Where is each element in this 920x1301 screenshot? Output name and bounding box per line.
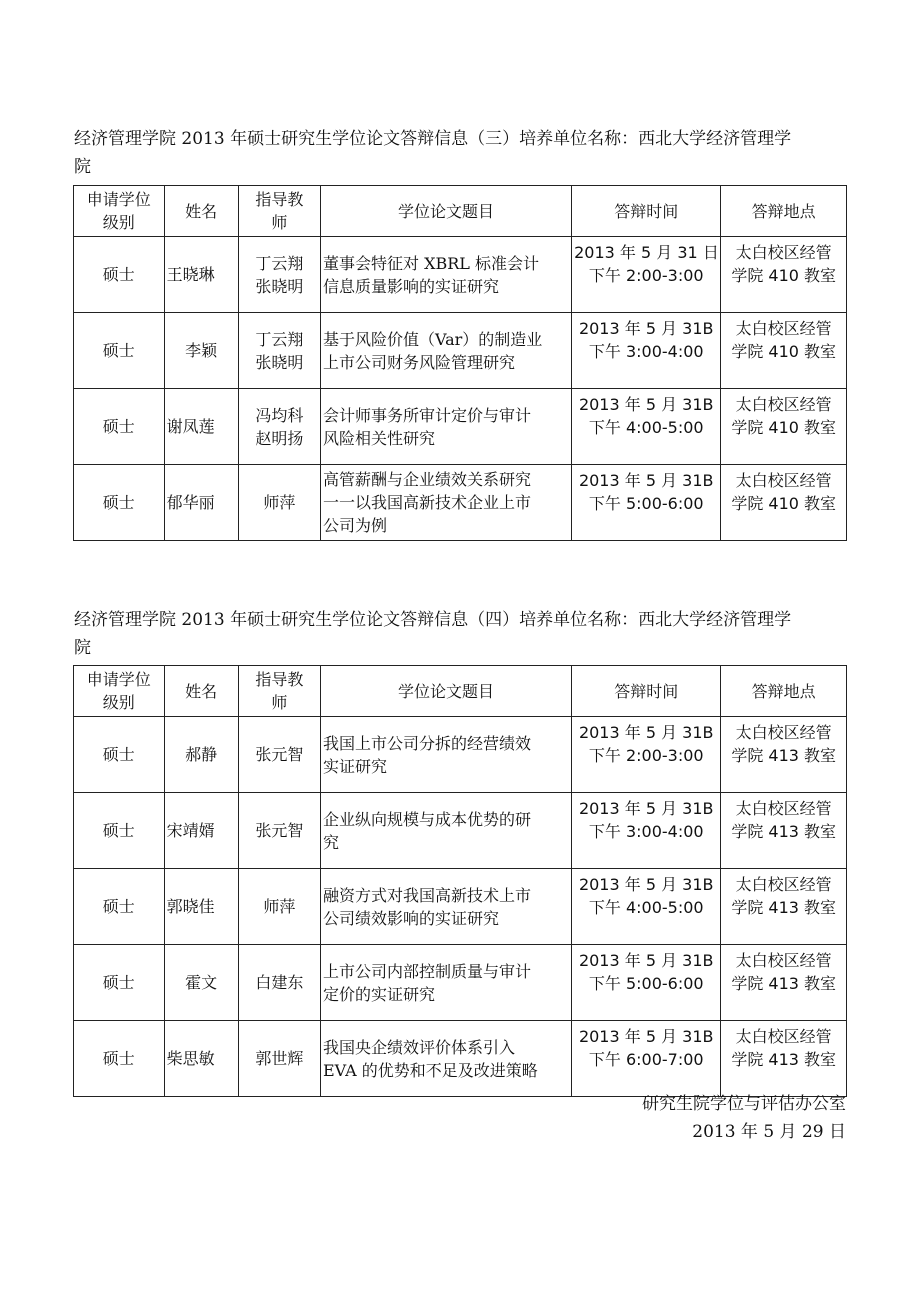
table-row: [74, 717, 847, 793]
cell-line: 2013 年 5 月 31B: [578, 319, 714, 338]
cell-defense-place: [721, 389, 847, 465]
defense-table-4: [73, 665, 847, 1097]
defense-table-3: [73, 185, 847, 541]
table-row: [74, 945, 847, 1021]
cell-defense-time: [572, 869, 721, 945]
cell-degree-level: 硕士: [74, 313, 165, 389]
cell-defense-time: [572, 313, 721, 389]
cell-defense-time: [572, 945, 721, 1021]
cell-line: 下午 4:00-5:00: [588, 418, 704, 437]
table-row: [74, 313, 847, 389]
cell-line: 太白校区经管: [735, 875, 832, 894]
cell-line: 下午 6:00-7:00: [588, 1050, 704, 1069]
header-time: 答辩时间: [572, 666, 721, 717]
cell-line: 下午 3:00-4:00: [588, 342, 704, 361]
cell-student-name: 霍文: [164, 945, 238, 1021]
cell-line: 企业纵向规模与成本优势的研: [322, 809, 531, 829]
table-row: [74, 465, 847, 541]
cell-line: 师萍: [263, 493, 296, 512]
cell-line: 张元智: [255, 821, 304, 840]
cell-line: 2013 年 5 月 31 日: [574, 243, 719, 262]
cell-defense-place: [721, 717, 847, 793]
cell-line: 2013 年 5 月 31B: [578, 799, 714, 818]
cell-thesis-topic: [320, 389, 571, 465]
cell-line: 融资方式对我国高新技术上市: [322, 885, 531, 905]
cell-line: 上市公司财务风险管理研究: [322, 352, 515, 372]
cell-defense-place: [721, 237, 847, 313]
cell-line: 下午 4:00-5:00: [588, 898, 704, 917]
cell-line: 下午 3:00-4:00: [588, 822, 704, 841]
cell-line: 太白校区经管: [735, 723, 832, 742]
cell-defense-time: [572, 1021, 721, 1097]
cell-line: 太白校区经管: [735, 395, 832, 414]
cell-thesis-topic: [320, 717, 571, 793]
cell-line: 高管薪酬与企业绩效关系研究: [322, 470, 531, 489]
section-title-line: 经济管理学院 2013 年硕士研究生学位论文答辩信息（四）培养单位名称：西北大学经济管理学: [74, 610, 792, 630]
cell-student-name: 柴思敏: [164, 1021, 238, 1097]
cell-line: 会计师事务所审计定价与审计: [322, 405, 531, 425]
cell-defense-time: [572, 717, 721, 793]
cell-student-name: 王晓琳: [164, 237, 238, 313]
cell-defense-place: [721, 869, 847, 945]
cell-thesis-topic: [320, 1021, 571, 1097]
section-title-4: [74, 606, 849, 662]
cell-line: 风险相关性研究: [322, 428, 435, 448]
cell-line: 基于风险价值（Var）的制造业: [322, 329, 543, 349]
cell-degree-level: 硕士: [74, 237, 165, 313]
cell-advisor: [238, 869, 320, 945]
cell-advisor: [238, 465, 320, 541]
cell-line: 2013 年 5 月 31B: [578, 471, 714, 490]
cell-degree-level: 硕士: [74, 1021, 165, 1097]
cell-line: 定价的实证研究: [322, 984, 435, 1004]
cell-line: 公司为例: [322, 516, 387, 535]
cell-line: 2013 年 5 月 31B: [578, 875, 714, 894]
section-title-3: [74, 125, 849, 181]
section-title-line: 经济管理学院 2013 年硕士研究生学位论文答辩信息（三）培养单位名称：西北大学经济管理学: [74, 129, 792, 149]
cell-line: 2013 年 5 月 31B: [578, 1027, 714, 1046]
cell-student-name: 谢凤莲: [164, 389, 238, 465]
cell-student-name: 宋靖婿: [164, 793, 238, 869]
cell-line: 学院 410 教室: [731, 494, 837, 513]
cell-line: 我国央企绩效评价体系引入: [322, 1037, 515, 1057]
cell-line: 丁云翔: [255, 329, 304, 349]
cell-defense-time: [572, 793, 721, 869]
cell-line: 2013 年 5 月 31B: [578, 723, 714, 742]
header-place: 答辩地点: [721, 186, 847, 237]
cell-degree-level: 硕士: [74, 465, 165, 541]
header-degree-level: 申请学位 级别: [74, 186, 165, 237]
cell-line: 下午 5:00-6:00: [588, 494, 704, 513]
cell-line: 太白校区经管: [735, 319, 832, 338]
cell-advisor: [238, 945, 320, 1021]
cell-line: 张元智: [255, 745, 304, 764]
cell-line: 下午 2:00-3:00: [588, 266, 704, 285]
cell-advisor: [238, 793, 320, 869]
header-topic: 学位论文题目: [320, 186, 571, 237]
header-place: 答辩地点: [721, 666, 847, 717]
cell-line: 冯均科: [255, 405, 304, 425]
cell-advisor: [238, 389, 320, 465]
cell-line: 信息质量影响的实证研究: [322, 276, 499, 296]
cell-line: 一一以我国高新技术企业上市: [322, 493, 531, 512]
cell-line: 太白校区经管: [735, 951, 832, 970]
cell-degree-level: 硕士: [74, 389, 165, 465]
cell-line: 学院 410 教室: [731, 418, 837, 437]
cell-line: 公司绩效影响的实证研究: [322, 908, 499, 928]
cell-line: 下午 2:00-3:00: [588, 746, 704, 765]
cell-advisor: [238, 717, 320, 793]
table-body: [74, 237, 847, 541]
table-row: [74, 793, 847, 869]
header-advisor: 指导教 师: [238, 186, 320, 237]
cell-student-name: 李颖: [164, 313, 238, 389]
cell-defense-place: [721, 465, 847, 541]
cell-defense-time: [572, 237, 721, 313]
table-header-row: [74, 186, 847, 237]
cell-line: 上市公司内部控制质量与审计: [322, 961, 531, 981]
cell-line: 师萍: [263, 897, 296, 916]
cell-line: 太白校区经管: [735, 1027, 832, 1046]
cell-advisor: [238, 1021, 320, 1097]
table-row: [74, 237, 847, 313]
cell-line: 学院 410 教室: [731, 342, 837, 361]
header-degree-level: 申请学位 级别: [74, 666, 165, 717]
cell-advisor: [238, 237, 320, 313]
table-body: [74, 717, 847, 1097]
header-topic: 学位论文题目: [320, 666, 571, 717]
cell-defense-place: [721, 1021, 847, 1097]
cell-defense-place: [721, 793, 847, 869]
section-title-line: 院: [74, 638, 91, 658]
cell-line: 丁云翔: [255, 253, 304, 273]
footer-date: 2013 年 5 月 29 日: [692, 1122, 846, 1142]
cell-student-name: 郝静: [164, 717, 238, 793]
cell-line: 我国上市公司分拆的经营绩效: [322, 733, 531, 753]
cell-thesis-topic: [320, 237, 571, 313]
cell-line: 学院 413 教室: [731, 1050, 837, 1069]
cell-line: 太白校区经管: [735, 243, 832, 262]
cell-line: 学院 413 教室: [731, 974, 837, 993]
cell-advisor: [238, 313, 320, 389]
cell-line: 2013 年 5 月 31B: [578, 395, 714, 414]
cell-line: 学院 413 教室: [731, 746, 837, 765]
cell-line: 太白校区经管: [735, 799, 832, 818]
cell-thesis-topic: [320, 869, 571, 945]
cell-degree-level: 硕士: [74, 717, 165, 793]
header-name: 姓名: [164, 186, 238, 237]
cell-line: 学院 413 教室: [731, 898, 837, 917]
footer-office: 研究生院学位与评估办公室: [642, 1094, 846, 1114]
cell-thesis-topic: [320, 793, 571, 869]
cell-line: 究: [322, 832, 339, 852]
cell-thesis-topic: [320, 465, 571, 541]
table-header-row: [74, 666, 847, 717]
cell-line: 张晓明: [255, 276, 304, 296]
cell-thesis-topic: [320, 945, 571, 1021]
cell-defense-time: [572, 389, 721, 465]
table-row: [74, 389, 847, 465]
cell-thesis-topic: [320, 313, 571, 389]
cell-defense-time: [572, 465, 721, 541]
cell-defense-place: [721, 945, 847, 1021]
table-row: [74, 1021, 847, 1097]
cell-line: EVA 的优势和不足及改进策略: [322, 1060, 538, 1080]
cell-student-name: 郁华丽: [164, 465, 238, 541]
cell-line: 学院 410 教室: [731, 266, 837, 285]
cell-line: 下午 5:00-6:00: [588, 974, 704, 993]
header-advisor: 指导教 师: [238, 666, 320, 717]
cell-defense-place: [721, 313, 847, 389]
cell-line: 白建东: [255, 973, 304, 992]
cell-degree-level: 硕士: [74, 793, 165, 869]
cell-line: 郭世辉: [255, 1049, 304, 1068]
cell-line: 赵明扬: [255, 428, 304, 448]
header-name: 姓名: [164, 666, 238, 717]
cell-degree-level: 硕士: [74, 945, 165, 1021]
section-title-line: 院: [74, 157, 91, 177]
header-time: 答辩时间: [572, 186, 721, 237]
cell-line: 太白校区经管: [735, 471, 832, 490]
cell-student-name: 郭晓佳: [164, 869, 238, 945]
cell-degree-level: 硕士: [74, 869, 165, 945]
cell-line: 2013 年 5 月 31B: [578, 951, 714, 970]
cell-line: 实证研究: [322, 756, 387, 776]
cell-line: 董事会特征对 XBRL 标准会计: [322, 253, 539, 273]
table-row: [74, 869, 847, 945]
cell-line: 学院 413 教室: [731, 822, 837, 841]
cell-line: 张晓明: [255, 352, 304, 372]
